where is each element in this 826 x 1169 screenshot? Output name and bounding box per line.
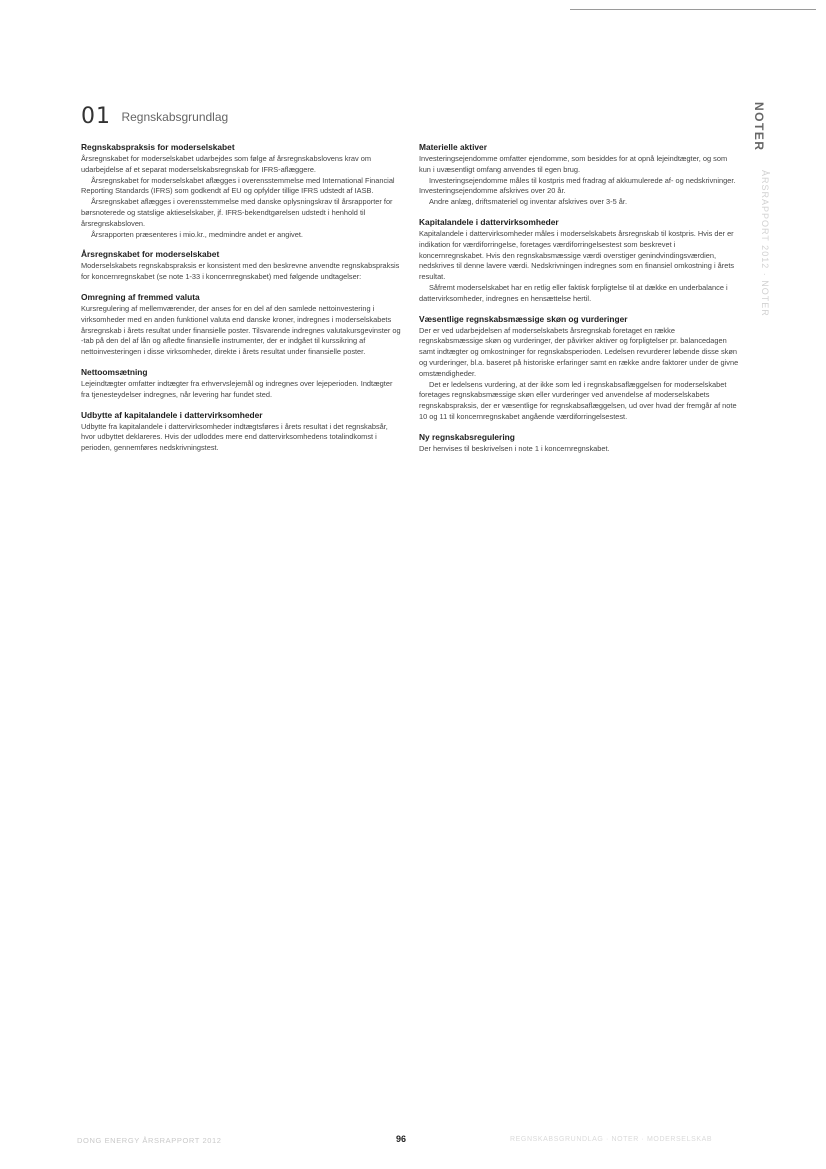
section-block: [81, 410, 401, 454]
section-heading: Ny regnskabsregulering: [419, 431, 515, 442]
paragraph: Det er ledelsens vurdering, at der ikke som led i regnskabsaflæggelsen for moderselskabet foretages regnskabsmæssige skøn eller vurderinger ved anvendelse af moderselskabets regnskabspraksis, der er væsentlige for regnskabsaflæggelsen, ud over hvad der fremgår af note 10 og 11 til koncernregnskabet angående værdiforringelsestest.: [419, 379, 737, 421]
side-label-text: NOTER: [752, 102, 766, 152]
paragraph: Årsregnskabet for moderselskabet aflægges i overensstemmelse med International Financial Reporting Standards (IFRS) som godkendt af EU og opfylder tillige IFRS udstedt af IASB.: [81, 175, 395, 196]
section-block: [81, 367, 401, 401]
section-heading: Regnskabspraksis for moderselskabet: [81, 142, 235, 152]
section-block: [81, 249, 401, 283]
side-running-title-text: ÅRSRAPPORT 2012 · NOTER: [760, 170, 770, 317]
footer-section-path: REGNSKABSGRUNDLAG · NOTER · MODERSELSKAB: [510, 1136, 713, 1143]
paragraph: Udbytte fra kapitalandele i dattervirksomheder indtægtsføres i årets resultat i det regnskabsår, hvor udbyttet deklareres. Hvis der udloddes mere end dattervirksomhedens totalindkomst i perioden, gennemføres nedskrivningstest.: [81, 421, 388, 453]
paragraph: Investeringsejendomme måles til kostpris med fradrag af akkumulerede af- og nedskrivninger. Investeringsejendomme afskrives over 20 år.: [419, 175, 736, 196]
section-block: [419, 314, 739, 423]
section-block: [419, 217, 739, 305]
section-heading: Kapitalandele i dattervirksomheder: [419, 216, 559, 227]
section-heading: Udbytte af kapitalandele i dattervirksomheder: [81, 409, 263, 420]
section-heading: Nettoomsætning: [81, 366, 148, 377]
paragraph: Årsregnskabet for moderselskabet udarbejdes som følge af årsregnskabslovens krav om udarbejdelse af et separat moderselskabsregnskab for IFRS-aflæggere.: [81, 154, 372, 174]
left-column: [81, 142, 401, 463]
paragraph: Årsrapporten præsenteres i mio.kr., medmindre andet er angivet.: [91, 229, 303, 239]
right-column: [419, 142, 739, 464]
section-block: [419, 142, 739, 208]
section-title: Regnskabsgrundlag: [121, 110, 229, 124]
section-heading: Årsregnskabet for moderselskabet: [81, 249, 220, 260]
paragraph: Lejeindtægter omfatter indtægter fra erhvervslejemål og indregnes over lejeperioden. Indtægter fra tjenesteydelser indregnes, når levering har fundet sted.: [81, 378, 393, 399]
page-number: 96: [396, 1134, 407, 1144]
section-number: 01: [81, 104, 111, 129]
paragraph: Kursregulering af mellemværender, der anses for en del af den samlede nettoinvestering i virksomheder med en anden funktionel valuta end danske kroner, indregnes i moderselskabets årsregnskab i årets resultat under finansielle poster. Tilsvarende indregnes valutakursgevinster og -tab på den del af lån og afledte finansielle instrumenter, der er indgået til kurssikring af nettoinvesteringen i disse virksomheder, direkte i årets resultat under finansielle poster.: [81, 303, 401, 357]
paragraph: Andre anlæg, driftsmateriel og inventar afskrives over 3-5 år.: [429, 197, 627, 207]
top-rule: [570, 9, 816, 10]
paragraph: Årsregnskabet aflægges i overensstemmelse med danske oplysningskrav til årsrapporter for børsnoterede og statslige aktieselskaber, jf. IFRS-bekendtgørelsen udstedt i henhold til årsregnskabsloven.: [81, 197, 393, 228]
section-block: [419, 432, 739, 455]
paragraph: Såfremt moderselskabet har en retlig eller faktisk forpligtelse til at dække en underbalance i dattervirksomheder, indregnes en hensættelse hertil.: [419, 282, 728, 303]
footer-report-title: DONG ENERGY ÅRSRAPPORT 2012: [77, 1136, 222, 1145]
section-block: [81, 142, 401, 240]
paragraph: Investeringsejendomme omfatter ejendomme, som besiddes for at opnå lejeindtægter, og som kun i uvæsentligt omfang anvendes til egen brug.: [419, 154, 728, 174]
side-label: [748, 102, 772, 162]
paragraph: Der er ved udarbejdelsen af moderselskabets årsregnskab foretaget en række regnskabsmæssige skøn og vurderinger, der påvirker aktiver og forpligtelser pr. balancedagen samt indtægter og omkostninger for regnskabsperioden. Ledelsen revurderer løbende disse skøn og vurderinger, bl.a. baseret på historiske erfaringer samt en række andre faktorer under de givne omstændigheder.: [419, 325, 739, 378]
paragraph: Kapitalandele i dattervirksomheder måles i moderselskabets årsregnskab til kostpris. Hvis der er indikation for værdiforringelse, foretages værdiforringelsestest som beskrevet i koncernregnskabet. Hvis den regnskabsmæssige værdi overstiger genindvindingsværdien, nedskrives til denne lavere værdi. Nedskrivningen indregnes som en finansiel omkostning i årets resultat.: [419, 228, 735, 282]
section-heading: Væsentlige regnskabsmæssige skøn og vurderinger: [419, 313, 628, 324]
side-running-title: [756, 170, 776, 350]
section-heading: Materielle aktiver: [419, 142, 487, 152]
paragraph: Moderselskabets regnskabspraksis er konsistent med den beskrevne anvendte regnskabspraksis for koncernregnskabet (se note 1-33 i koncernregnskabet) med følgende undtagelser:: [81, 261, 400, 282]
section-heading: Omregning af fremmed valuta: [81, 291, 200, 302]
page-header: [81, 104, 228, 129]
section-block: [81, 292, 401, 358]
paragraph: Der henvises til beskrivelsen i note 1 i koncernregnskabet.: [419, 443, 610, 453]
